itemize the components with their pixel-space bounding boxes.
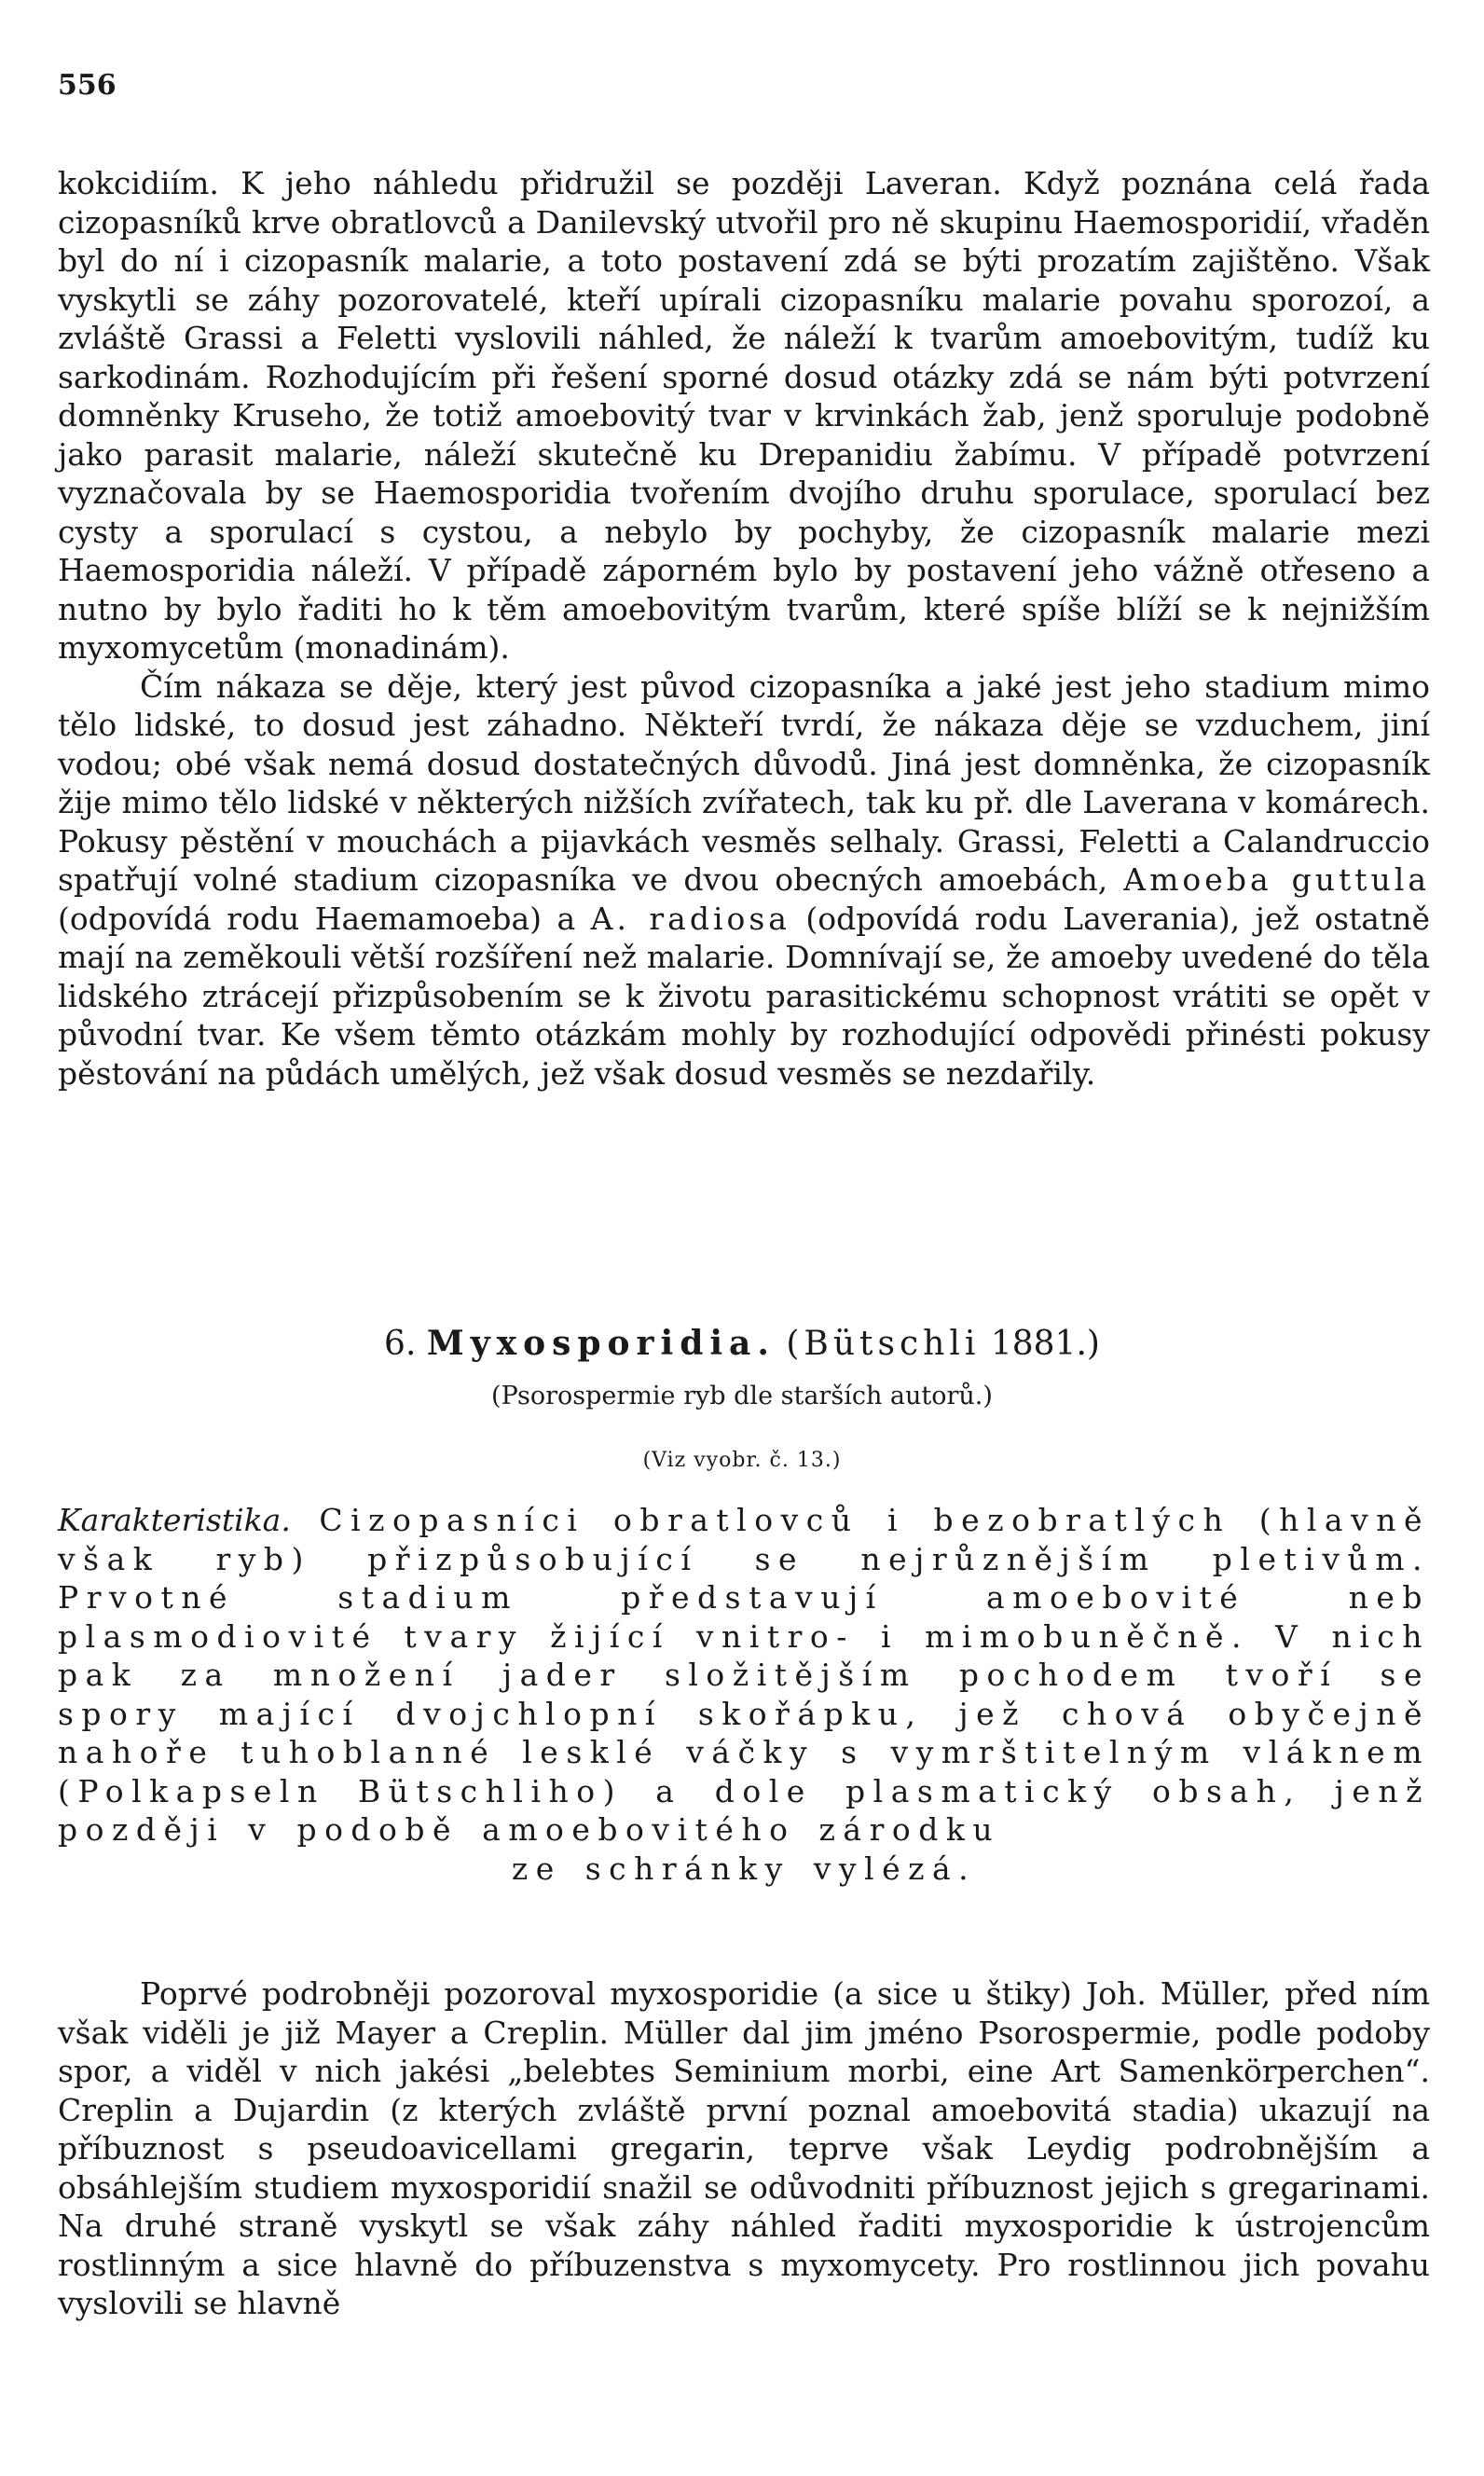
paragraph-2-part-c: (odpovídá rodu Laverania), jež ostatně mají na zeměkouli větší rozšíření než malarie. Domnívají se, že amoeby uvedené do těla lidského ztrácejí přizpůsobením se k životu parasitickému schopnost vrátiti se opět v původní tvar. Ke všem těmto otázkám mohly by rozhodující odpovědi přinésti pokusy pěstování na půdách umělých, jež však dosud vesměs se nezdařily. xyxy=(58,900,1431,1092)
characteristics-body: Cizopasníci obratlovců i bezobratlých (hlavně však ryb) přizpůsobující se nejrůznějším pletivům. Prvotné stadium představují amoebovité neb plasmodiovité tvary žijící vnitro- i mimobuněčně. V nich pak za množení jader složitějším pochodem tvoří se spory mající dvojchlopní skořápku, jež chová obyčejně nahoře tuhoblanné lesklé váčky s vymrštitelným vláknem (Polkapseln Bütschliho) a dole plasmatický obsah, jenž později v podobě amoebovitého zárodku xyxy=(58,1502,1430,1848)
species-amoeba-guttula: Amoeba guttula xyxy=(1123,861,1430,898)
section-title xyxy=(0,1324,1484,1363)
paragraph-infection-origin xyxy=(58,667,1430,1094)
species-amoeba-radiosa: A. radiosa xyxy=(590,900,790,937)
section-year: 1881.) xyxy=(990,1325,1100,1363)
body-text-upper xyxy=(58,164,1430,1093)
section-number: 6. xyxy=(384,1325,417,1363)
paragraph-2-part-b: (odpovídá rodu Haemamoeba) a xyxy=(58,900,591,937)
characteristics-last-line: ze schránky vylézá. xyxy=(511,1850,977,1887)
body-text-lower xyxy=(58,1974,1430,2323)
paragraph-myxosporidia-history: Poprvé podrobněji pozoroval myxosporidie (a sice u štiky) Joh. Müller, před ním však viděli je již Mayer a Creplin. Müller dal jim jméno Psorospermie, podle podoby spor, a viděl v nich jakési „belebtes Seminium morbi, eine Art Samenkörperchen“. Creplin a Dujardin (z kterých zvláště první poznal amoebovitá stadia) ukazují na příbuznost s pseudoavicellami gregarin, teprve však Leydig podrobnějším a obsáhlejším studiem myxosporidií snažil se odůvodniti příbuznost jejich s gregarinami. Na druhé straně vyskytl se však záhy náhled řaditi myxosporidie k ústrojencům rostlinným a sice hlavně do příbuzenstva s myxomycety. Pro rostlinnou jich povahu vyslovili se hlavně xyxy=(58,1975,1430,2321)
section-name: Myxosporidia. xyxy=(426,1324,776,1363)
section-subtitle: (Psorospermie ryb dle starších autorů.) xyxy=(491,1382,993,1410)
page-number: 556 xyxy=(58,69,117,102)
paragraph-2-part-a: Čím nákaza se děje, který jest původ cizopasníka a jaké jest jeho stadium mimo tělo lidské, to dosud jest záhadno. Někteří tvrdí, že nákaza děje se vzduchem, jiní vodou; obé však nemá dosud dostatečných důvodů. Jiná jest domněnka, že cizopasník žije mimo tělo lidské v některých nižších zvířatech, tak ku př. dle Laverana v komárech. Pokusy pěstění v mouchách a pijavkách vesměs selhaly. Grassi, Feletti a Calandruccio spatřují volné stadium cizopasníka ve dvou obecných amoebách, xyxy=(58,667,1430,898)
characteristics-lead: Karakteristika. xyxy=(58,1502,291,1538)
section-author: (Bütschli xyxy=(786,1325,981,1363)
paragraph-malaria-classification: kokcidiím. K jeho náhledu přidružil se později Laveran. Když poznána celá řada cizopasníků krve obratlovců a Danilevský utvořil pro ně skupinu Haemosporidií, vřaděn byl do ní i cizopasník malarie, a toto postavení zdá se býti prozatím zajištěno. Však vyskytli se záhy pozorovatelé, kteří upírali cizopasníku malarie povahu sporozoí, a zvláště Grassi a Feletti vyslovili náhled, že náleží k tvarům amoebovitým, tudíž ku sarkodinám. Rozhodujícím při řešení sporné dosud otázky zdá se nám býti potvrzení domněnky Kruseho, že totiž amoebovitý tvar v krvinkách žab, jenž sporuluje podobně jako parasit malarie, náleží skutečně ku Drepanidiu žabímu. V případě potvrzení vyznačovala by se Haemosporidia tvořením dvojího druhu sporulace, sporulací bez cysty a sporulací s cystou, a nebylo by pochyby, že cizopasník malarie mezi Haemosporidia náleží. V případě záporném bylo by postavení jeho vážně otřeseno a nutno by bylo řaditi ho k těm amoebovitým tvarům, které spíše blíží se k nejnižším myxomycetům (monadinám). xyxy=(58,165,1430,666)
characteristics-paragraph xyxy=(58,1501,1430,1888)
figure-reference: (Viz vyobr. č. 13.) xyxy=(642,1449,842,1472)
